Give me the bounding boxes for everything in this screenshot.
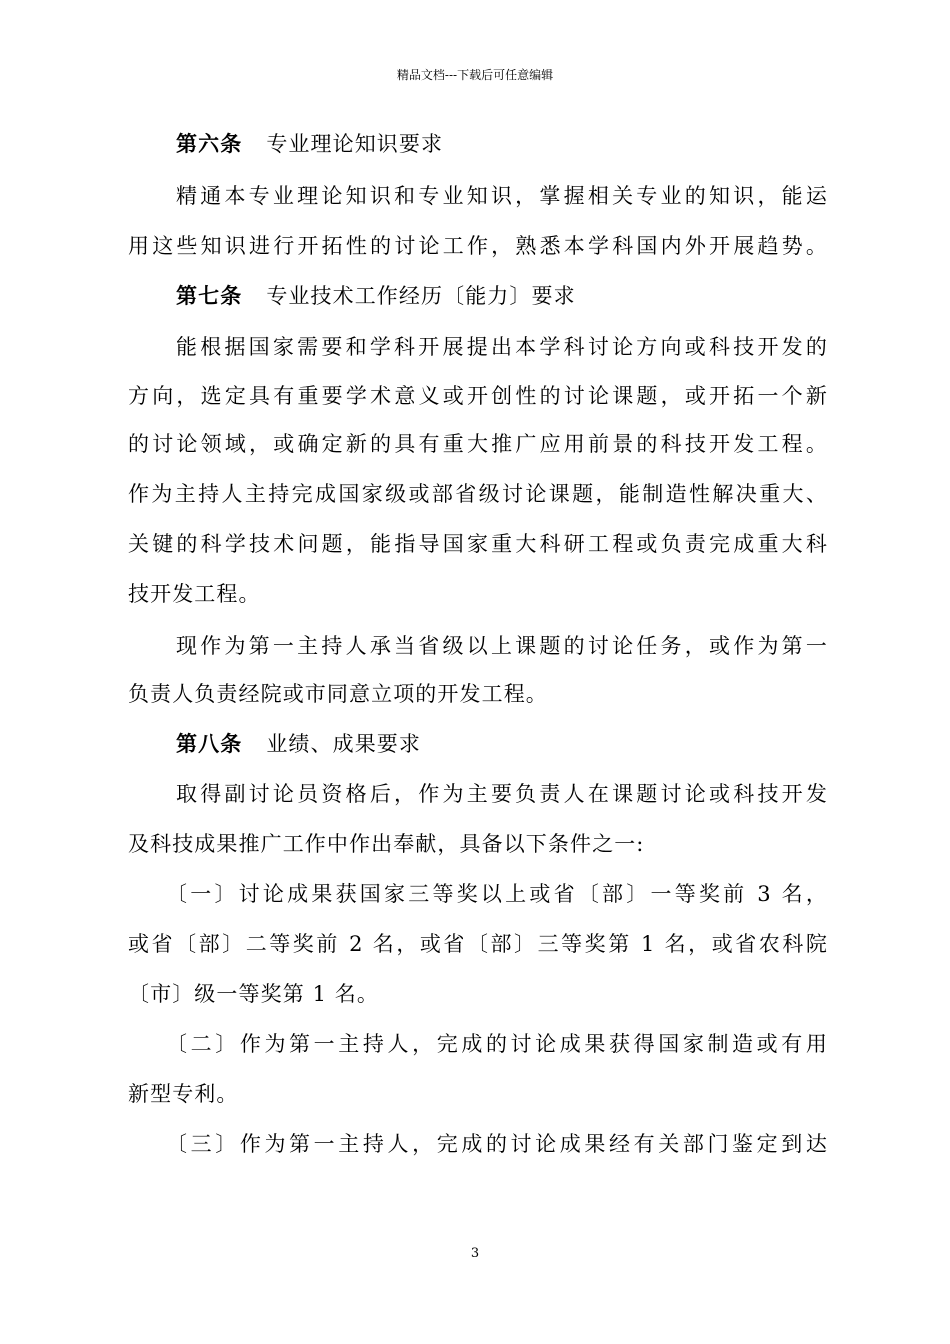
paragraph-line: 〔三〕作为第一主持人，完成的讨论成果经有关部门鉴定到达 (166, 1132, 828, 1156)
paragraph-line: 方向，选定具有重要学术意义或开创性的讨论课题，或开拓一个新 (128, 384, 828, 408)
paragraph-line: 及科技成果推广工作中作出奉献，具备以下条件之一: (128, 832, 645, 856)
article-7-title: 第七条 (176, 283, 243, 308)
paragraph-line: 新型专利。 (128, 1082, 239, 1106)
paragraph-line: 〔一〕讨论成果获国家三等奖以上或省〔部〕一等奖前 3 名， (166, 882, 828, 906)
paragraph-line: 能根据国家需要和学科开展提出本学科讨论方向或科技开发的 (176, 335, 828, 359)
paragraph-line: 或省〔部〕二等奖前 2 名，或省〔部〕三等奖第 1 名，或省农科院 (128, 932, 828, 956)
paragraph-line: 现作为第一主持人承当省级以上课题的讨论任务，或作为第一 (176, 634, 828, 658)
article-8-heading (176, 728, 828, 760)
paragraph-line: 取得副讨论员资格后，作为主要负责人在课题讨论或科技开发 (176, 782, 828, 806)
paragraph-line: 的讨论领域，或确定新的具有重大推广应用前景的科技开发工程。 (128, 432, 828, 456)
paragraph-line: 负责人负责经院或市同意立项的开发工程。 (128, 682, 548, 706)
article-6-heading (176, 128, 828, 160)
paragraph-line: 作为主持人主持完成国家级或部省级讨论课题，能制造性解决重大、 (128, 482, 828, 506)
page-header: 精品文档---下载后可任意编辑 (396, 68, 554, 82)
article-8-subtitle: 业绩、成果要求 (266, 732, 422, 756)
paragraph-line: 〔二〕作为第一主持人，完成的讨论成果获得国家制造或有用 (166, 1032, 828, 1056)
article-8-title: 第八条 (176, 731, 243, 756)
article-7-heading (176, 280, 828, 312)
paragraph-line: 精通本专业理论知识和专业知识，掌握相关专业的知识，能运 (176, 184, 828, 208)
article-6-subtitle: 专业理论知识要求 (266, 132, 444, 156)
paragraph-line: 技开发工程。 (128, 582, 261, 606)
page-number: 3 (470, 1246, 480, 1261)
article-6-title: 第六条 (176, 131, 243, 156)
paragraph-line: 〔市〕级一等奖第 1 名。 (128, 982, 380, 1006)
paragraph-line: 用这些知识进行开拓性的讨论工作，熟悉本学科国内外开展趋势。 (128, 234, 828, 258)
paragraph-line: 关键的科学技术问题，能指导国家重大科研工程或负责完成重大科 (128, 532, 828, 556)
article-7-subtitle: 专业技术工作经历〔能力〕要求 (266, 284, 576, 308)
